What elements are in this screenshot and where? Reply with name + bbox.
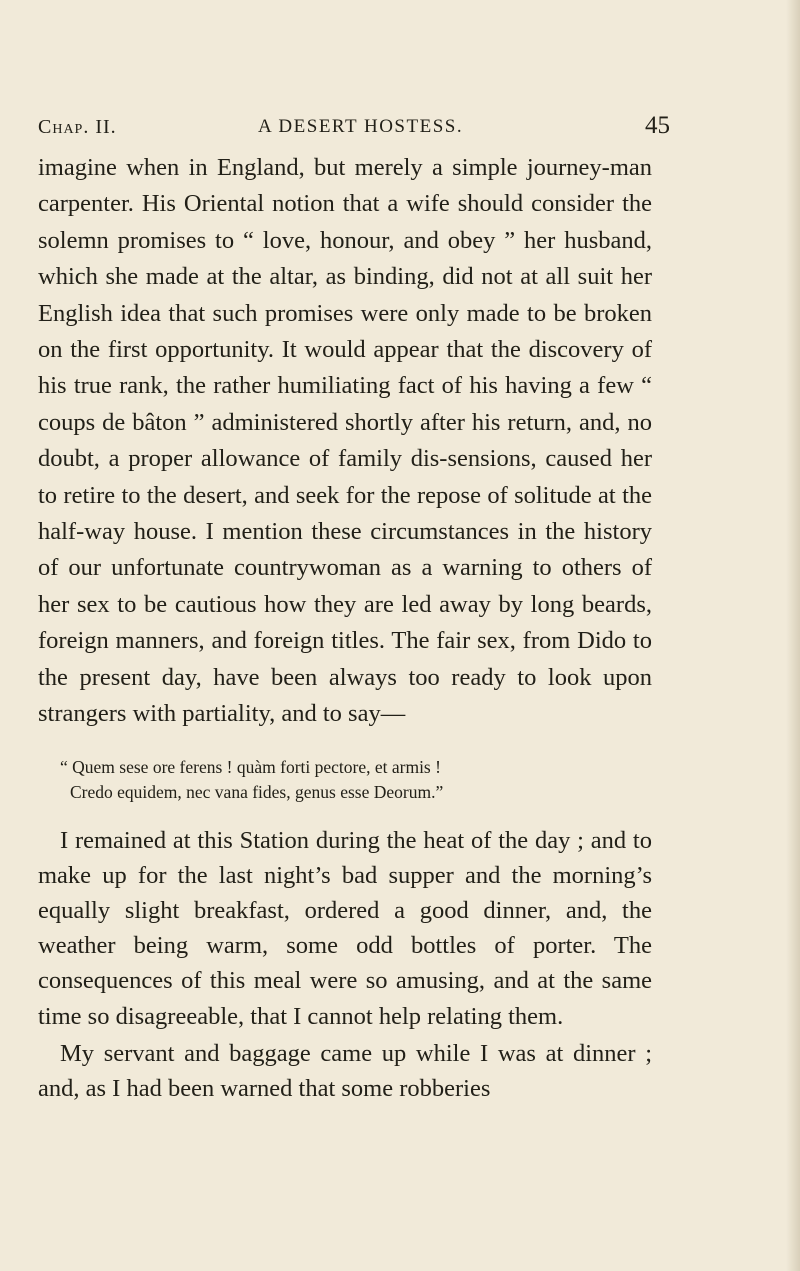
quote-line-1: “ Quem sese ore ferens ! quàm forti pectore, et armis ! (60, 756, 441, 777)
paragraph-1: imagine when in England, but merely a simple journey-man carpenter. His Oriental notion that a wife should consider the solemn promises to “ love, honour, and obey ” her husband, which she made at the altar, as binding, did not at all suit her English idea that such promises were only made to be broken on the first opportunity. It would appear that the discovery of his true rank, the rather humiliating fact of his having a few “ coups de bâton ” administered shortly after his return, and, no doubt, a proper allowance of family dis-sensions, caused her to retire to the desert, and seek for the repose of solitude at the half-way house. I mention these circumstances in the history of our unfortunate countrywoman as a warning to others of her sex to be cautious how they are led away by long beards, foreign manners, and foreign titles. The fair sex, from Dido to the present day, have been always too ready to look upon strangers with partiality, and to say— (38, 154, 652, 728)
running-head (38, 112, 670, 142)
running-title: A DESERT HOSTESS. (258, 116, 464, 137)
page-number: 45 (645, 112, 670, 139)
quote-line-2: Credo equidem, nec vana fides, genus esse Deorum.” (70, 781, 444, 802)
chapter-label: Chap. II. (38, 116, 117, 138)
body-text (38, 150, 652, 1107)
page-edge-shadow (786, 0, 800, 1271)
latin-quotation (38, 755, 652, 805)
paragraph-3: My servant and baggage came up while I was at dinner ; and, as I had been warned that some robberies (38, 1039, 652, 1103)
paragraph-2: I remained at this Station during the heat of the day ; and to make up for the last night’s bad supper and the morning’s equally slight breakfast, ordered a good dinner, and, the weather being warm, some odd bottles of porter. The consequences of this meal were so amusing, and at the same time so disagreeable, that I cannot help relating them. (38, 826, 652, 1030)
